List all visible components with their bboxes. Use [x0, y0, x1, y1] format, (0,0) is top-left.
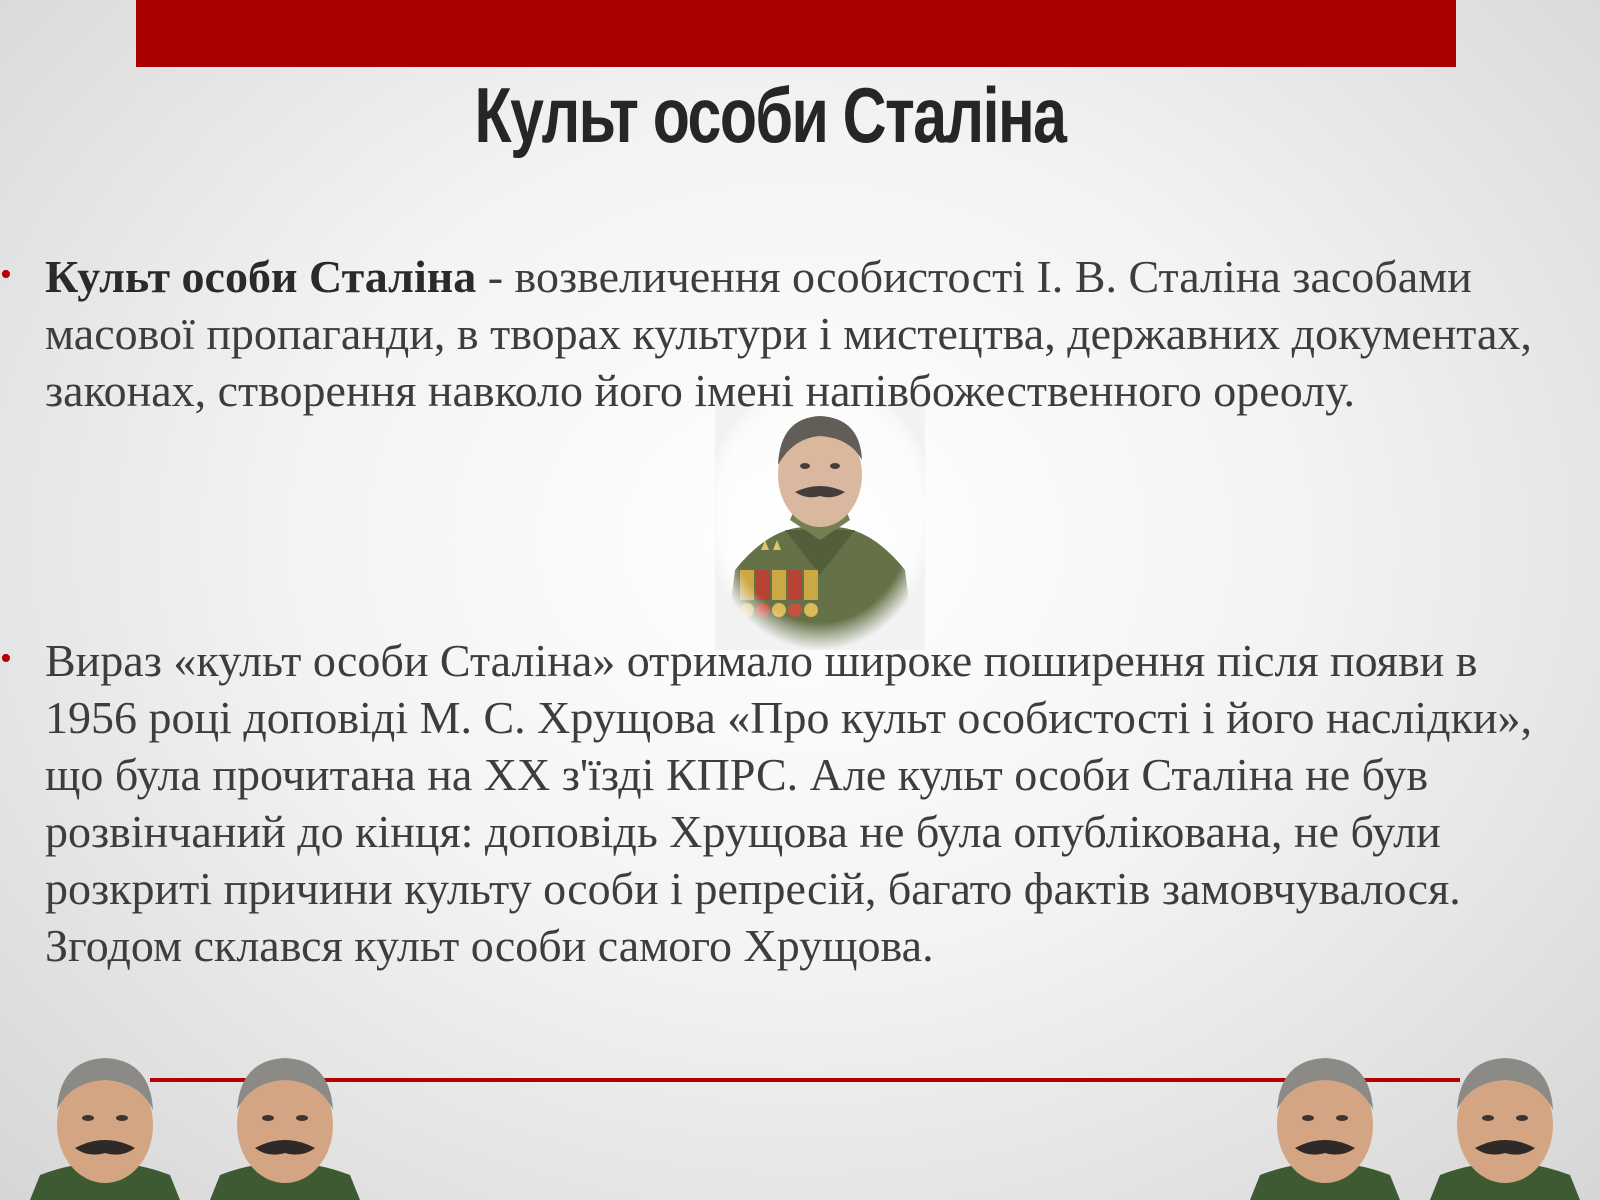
top-accent-bar — [136, 0, 1456, 67]
portrait-image — [715, 400, 925, 650]
bullet-1-term: Культ особи Сталіна — [45, 251, 477, 302]
decorative-portrait — [210, 1040, 360, 1200]
bullet-1 — [0, 248, 1580, 419]
decorative-portrait — [1250, 1040, 1400, 1200]
bullet-2 — [0, 632, 1580, 974]
bullet-2-text: Вираз «культ особи Сталіна» отримало широке поширення після появи в 1956 році доповіді М. С. Хрущова «Про культ особистості і його наслідки», що була прочитана на XX з'їзді КПРС. Але культ особи Сталіна не був розвінчаний до кінця: доповідь Хрущова не була опублікована, не були розкриті причини культу особи і репресій, багато фактів замовчувалося. Згодом склався культ особи самого Хрущова. — [45, 635, 1533, 971]
bullet-marker: • — [0, 640, 12, 677]
slide-title: Культ особи Сталіна — [474, 71, 1066, 159]
decorative-portrait — [1430, 1040, 1580, 1200]
bullet-marker: • — [0, 256, 12, 293]
bullet-1-text: - возвеличення особистості І. В. Сталіна засобами масової пропаганди, в творах культури і мистецтва, державних документах, законах, створення навколо його імені напівбожественного ореолу. — [45, 251, 1532, 416]
decorative-portrait — [30, 1040, 180, 1200]
